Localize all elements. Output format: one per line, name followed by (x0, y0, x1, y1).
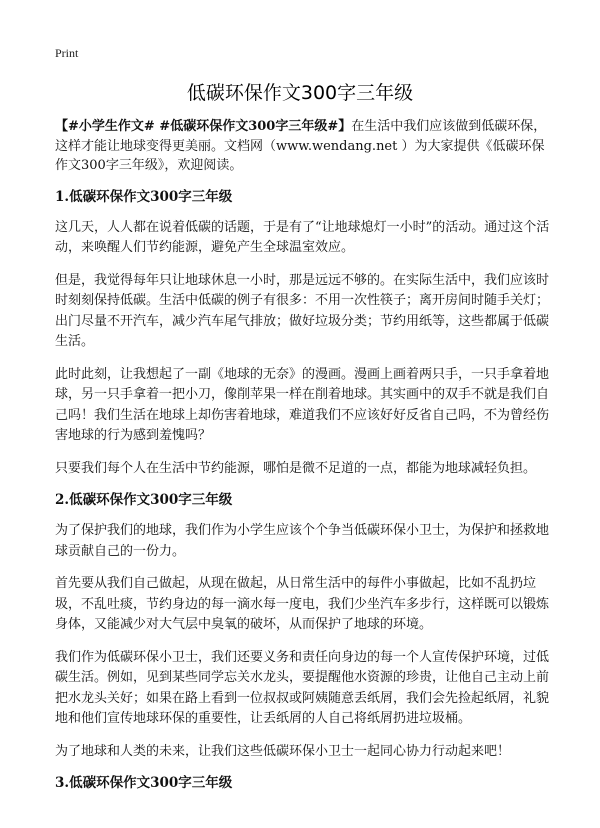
print-label: Print (55, 46, 79, 60)
paragraph: 只要我们每个人在生活中节约能源，哪怕是微不足道的一点，都能为地球减轻负担。 (55, 460, 537, 476)
intro-paragraph (55, 117, 550, 176)
intro-text: 在生活中我们应该做到低碳环保，这样才能让地球变得更美丽。文档网（www.wendang.net ）为大家提供《低碳环保作文300字三年级》，欢迎阅读。 (55, 119, 547, 173)
intro-tag: 【#小学生作文# #低碳环保作文300字三年级#】 (55, 119, 352, 134)
document-body (55, 117, 550, 804)
paragraph: 但是，我觉得每年只让地球休息一小时，那是远远不够的。在实际生活中，我们应该时时刻刻保持低碳。生活中低碳的例子有很多：不用一次性筷子；离开房间时随手关灯；出门尽量不开汽车，减少汽车尾气排放；做好垃圾分类；节约用纸等，这些都属于低碳生活。 (55, 272, 550, 349)
paragraph: 这几天，人人都在说着低碳的话题，于是有了“让地球熄灯一小时”的活动。通过这个活动，来唤醒人们节约能源，避免产生全球温室效应。 (55, 219, 550, 255)
paragraph: 为了保护我们的地球，我们作为小学生应该个个争当低碳环保小卫士，为保护和拯救地球贡献自己的一份力。 (55, 523, 550, 559)
paragraph: 此时此刻，让我想起了一副《地球的无奈》的漫画。漫画上画着两只手，一只手拿着地球，另一只手拿着一把小刀，像削苹果一样在削着地球。其实画中的双手不就是我们自己吗！我们生活在地球上却伤害着地球，难道我们不应该好好反省自己吗，不为曾经伤害地球的行为感到羞愧吗？ (55, 366, 550, 443)
section-heading-2: 2.低碳环保作文300字三年级 (55, 492, 233, 508)
paragraph: 为了地球和人类的未来，让我们这些低碳环保小卫士一起同心协力行动起来吧！ (55, 743, 511, 759)
section-heading-1: 1.低碳环保作文300字三年级 (55, 188, 233, 205)
paragraph: 首先要从我们自己做起，从现在做起，从日常生活中的每件小事做起，比如不乱扔垃圾，不乱吐痰，节约身边的每一滴水每一度电，我们少坐汽车多步行，这样既可以锻炼身体，又能减少对大气层中臭氧的破坏，从而保护了地球的环境。 (55, 576, 550, 632)
paragraph: 我们作为低碳环保小卫士，我们还要义务和责任向身边的每一个人宣传保护环境，过低碳生活。例如，见到某些同学忘关水龙头，要提醒他水资源的珍贵，让他自己主动上前把水龙头关好；如果在路上看到一位叔叔或阿姨随意丢纸屑，我们会先捡起纸屑，礼貌地和他们宣传地球环保的重要性，让丢纸屑的人自己将纸屑扔进垃圾桶。 (55, 649, 550, 726)
page-title: 低碳环保作文300字三年级 (186, 82, 414, 104)
section-heading-3: 3.低碳环保作文300字三年级 (55, 775, 233, 791)
